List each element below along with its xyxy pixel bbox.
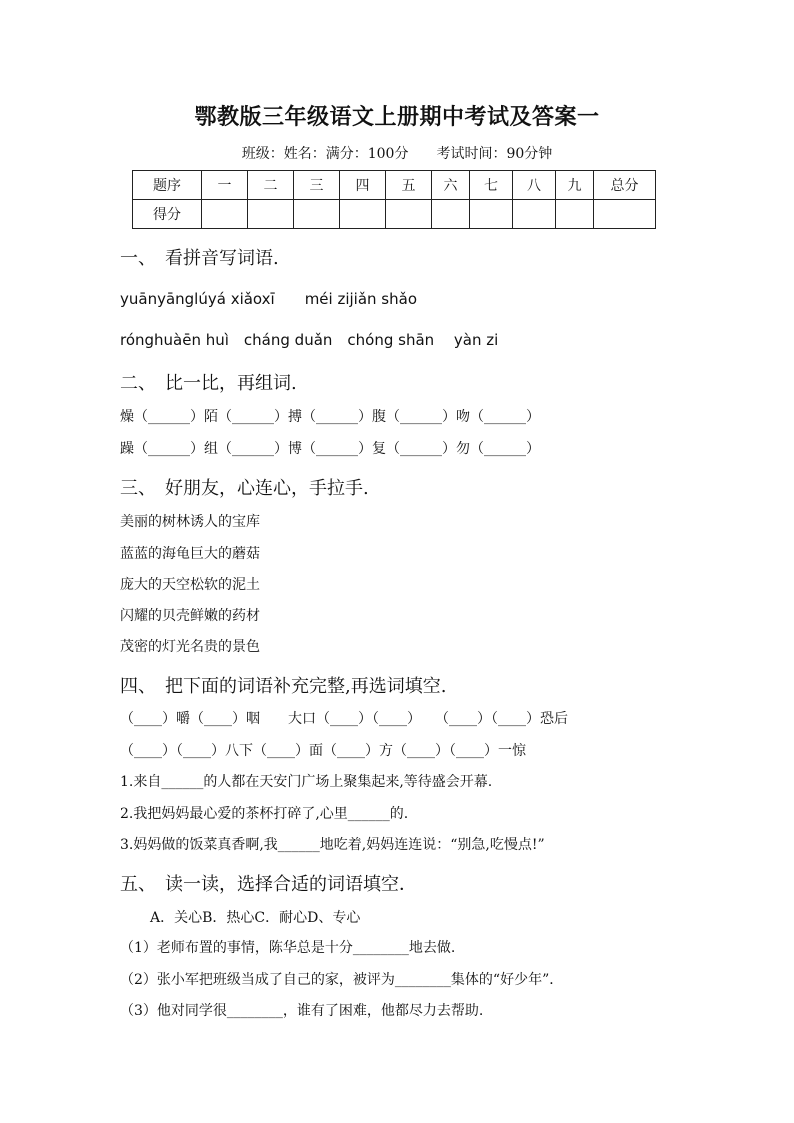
score-cell xyxy=(432,200,470,229)
score-cell xyxy=(248,200,294,229)
table-header-cell: 一 xyxy=(202,171,248,200)
pinyin-line-2: rónghuàēn huì cháng duǎn chóng shān yàn zi xyxy=(120,331,499,349)
score-cell xyxy=(386,200,432,229)
choice-question-3: （3）他对同学很________，谁有了困难，他都尽力去帮助. xyxy=(120,1003,484,1019)
score-cell xyxy=(513,200,556,229)
page-title: 鄂教版三年级语文上册期中考试及答案一 xyxy=(194,104,600,130)
match-item: 闪耀的贝壳鲜嫩的药材 xyxy=(120,608,260,624)
choice-question-1: （1）老师布置的事情，陈华总是十分________地去做. xyxy=(120,940,456,956)
score-cell xyxy=(594,200,656,229)
match-item: 庞大的天空松软的泥土 xyxy=(120,577,260,593)
score-cell xyxy=(470,200,513,229)
pinyin-line-1: yuānyānglúyá xiǎoxī méi zijiǎn shǎo xyxy=(120,290,417,308)
score-cell xyxy=(202,200,248,229)
table-header-cell: 五 xyxy=(386,171,432,200)
table-header-cell: 题序 xyxy=(133,171,202,200)
exam-info: 班级：姓名：满分：100分 考试时间：90分钟 xyxy=(241,146,553,162)
table-header-cell: 三 xyxy=(294,171,340,200)
table-header-cell: 六 xyxy=(432,171,470,200)
fill-question-2: 2.我把妈妈最心爱的茶杯打碎了,心里______的. xyxy=(120,806,409,822)
table-header-cell: 九 xyxy=(556,171,594,200)
idiom-row-1: （____）嚼（____）咽 大口（____）（____） （____）（____）恐后 xyxy=(120,711,568,727)
section-5-title: 五、 读一读，选择合适的词语填空． xyxy=(120,874,417,895)
table-header-cell: 七 xyxy=(470,171,513,200)
score-table-score-row xyxy=(133,200,656,229)
compare-row-2: 躁（______）组（______）博（______）复（______）勿（______） xyxy=(120,441,540,457)
choice-question-2: （2）张小军把班级当成了自己的家，被评为________集体的“好少年”． xyxy=(120,972,564,988)
section-1-title: 一、 看拼音写词语. xyxy=(120,248,279,269)
table-header-cell: 总分 xyxy=(594,171,656,200)
section-4-title: 四、 把下面的词语补充完整,再选词填空. xyxy=(120,676,447,697)
score-cell xyxy=(294,200,340,229)
table-row-label: 得分 xyxy=(133,200,202,229)
match-item: 蓝蓝的海龟巨大的蘑菇 xyxy=(120,546,260,562)
section-3-title: 三、 好朋友，心连心，手拉手. xyxy=(120,478,369,499)
table-header-cell: 二 xyxy=(248,171,294,200)
fill-question-1: 1.来自______的人都在天安门广场上聚集起来,等待盛会开幕. xyxy=(120,774,493,790)
score-table xyxy=(132,170,656,229)
match-item: 茂密的灯光名贵的景色 xyxy=(120,639,260,655)
idiom-row-2: （____）（____）八下（____）面（____）方（____）（____）一惊 xyxy=(120,743,526,759)
fill-question-3: 3.妈妈做的饭菜真香啊,我______地吃着,妈妈连连说：“别急,吃慢点!” xyxy=(120,837,545,853)
compare-row-1: 燥（______）陌（______）搏（______）腹（______）吻（______） xyxy=(120,409,540,425)
match-item: 美丽的树林诱人的宝库 xyxy=(120,514,260,530)
score-cell xyxy=(556,200,594,229)
score-cell xyxy=(340,200,386,229)
table-header-cell: 四 xyxy=(340,171,386,200)
section-2-title: 二、 比一比，再组词. xyxy=(120,373,297,394)
word-options: A．关心B．热心C．耐心D、专心 xyxy=(150,910,361,926)
table-header-cell: 八 xyxy=(513,171,556,200)
score-table-header-row xyxy=(133,171,656,200)
